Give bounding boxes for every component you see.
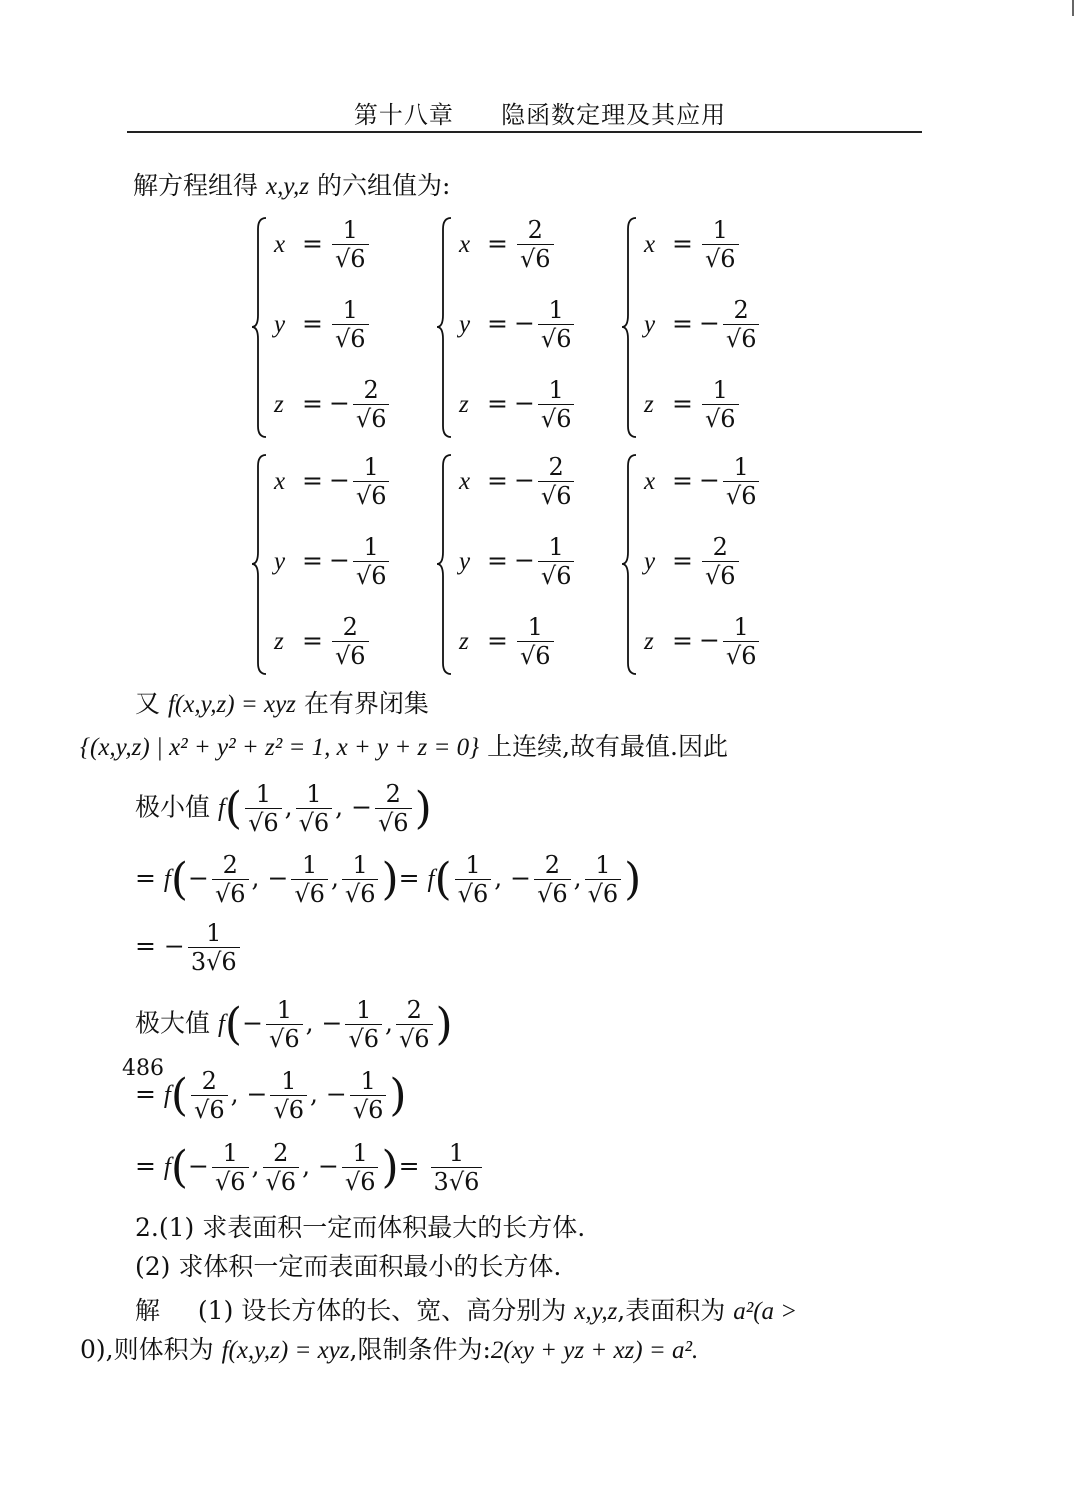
header-rule bbox=[127, 131, 922, 133]
equation-z: z = $\frac{1}{√6}$ bbox=[459, 614, 557, 670]
equation-system-2 bbox=[435, 215, 605, 440]
minimum-value: = − $\frac{1}{3√6}$ bbox=[135, 920, 243, 976]
running-header bbox=[0, 95, 1080, 130]
page-number: 486 bbox=[122, 1056, 164, 1081]
equation-system-6 bbox=[620, 452, 790, 677]
equation-z: z = − $\frac{1}{√6}$ bbox=[644, 614, 762, 670]
equation-z: z = $\frac{2}{√6}$ bbox=[274, 614, 372, 670]
maximum-line-3: = f(− $\frac{1}{√6}$ , $\frac{2}{√6}$ , − $\frac{1}{√6}$ )= $\frac{1}{3√6}$ bbox=[135, 1140, 485, 1196]
continuity-line-1: 又 f(x,y,z) = xyz 在有界闭集 bbox=[135, 689, 429, 718]
left-brace bbox=[620, 215, 642, 440]
equation-y: y = − $\frac{1}{√6}$ bbox=[459, 297, 577, 353]
equation-x: x = − $\frac{1}{√6}$ bbox=[274, 454, 392, 510]
left-brace bbox=[250, 452, 272, 677]
maximum-line-1: 极大值 f(− $\frac{1}{√6}$ , − $\frac{1}{√6}$ , $\frac{2}{√6}$ ) bbox=[135, 996, 453, 1053]
equation-x: x = $\frac{1}{√6}$ bbox=[274, 217, 372, 273]
scan-edge-mark bbox=[1072, 0, 1074, 16]
chapter-title: 隐函数定理及其应用 bbox=[501, 101, 727, 129]
equation-system-4 bbox=[250, 452, 420, 677]
equation-x: x = $\frac{2}{√6}$ bbox=[459, 217, 557, 273]
chapter-label: 第十八章 bbox=[353, 101, 454, 129]
equation-y: y = − $\frac{1}{√6}$ bbox=[459, 534, 577, 590]
maximum-line-2: = f( $\frac{2}{√6}$ , − $\frac{1}{√6}$ , − $\frac{1}{√6}$ ) bbox=[135, 1067, 407, 1124]
equation-system-1 bbox=[250, 215, 420, 440]
equation-y: y = $\frac{2}{√6}$ bbox=[644, 534, 742, 590]
equation-y: y = − $\frac{1}{√6}$ bbox=[274, 534, 392, 590]
solution-line-1: 解 (1) 设长方体的长、宽、高分别为 x,y,z,表面积为 a²(a > bbox=[135, 1296, 798, 1325]
intro-line: 解方程组得 x,y,z 的六组值为: bbox=[133, 171, 451, 200]
solution-line-2: 0),则体积为 f(x,y,z) = xyz,限制条件为:2(xy + yz + xz) = a². bbox=[80, 1335, 699, 1364]
left-brace bbox=[620, 452, 642, 677]
equation-z: z = − $\frac{2}{√6}$ bbox=[274, 377, 392, 433]
equation-x: x = − $\frac{2}{√6}$ bbox=[459, 454, 577, 510]
equation-z: z = − $\frac{1}{√6}$ bbox=[459, 377, 577, 433]
left-brace bbox=[435, 215, 457, 440]
equation-system-5 bbox=[435, 452, 605, 677]
left-brace bbox=[250, 215, 272, 440]
problem-2-part-1: 2.(1) 求表面积一定而体积最大的长方体. bbox=[135, 1213, 586, 1242]
equation-z: z = $\frac{1}{√6}$ bbox=[644, 377, 742, 433]
equation-y: y = − $\frac{2}{√6}$ bbox=[644, 297, 762, 353]
continuity-line-2: {(x,y,z) | x² + y² + z² = 1, x + y + z = 0} 上连续,故有最值.因此 bbox=[80, 732, 728, 761]
equation-y: y = $\frac{1}{√6}$ bbox=[274, 297, 372, 353]
equation-x: x = $\frac{1}{√6}$ bbox=[644, 217, 742, 273]
equation-system-3 bbox=[620, 215, 790, 440]
left-brace bbox=[435, 452, 457, 677]
problem-2-part-2: (2) 求体积一定而表面积最小的长方体. bbox=[135, 1252, 562, 1281]
minimum-line-2: = f(− $\frac{2}{√6}$ , − $\frac{1}{√6}$ , $\frac{1}{√6}$ )= f( $\frac{1}{√6}$ , − $\frac{2}{√6}$ , $\frac{1}{√6}$ ) bbox=[135, 851, 642, 908]
minimum-line-1: 极小值 f( $\frac{1}{√6}$ , $\frac{1}{√6}$ , − $\frac{2}{√6}$ ) bbox=[135, 780, 432, 837]
equation-x: x = − $\frac{1}{√6}$ bbox=[644, 454, 762, 510]
